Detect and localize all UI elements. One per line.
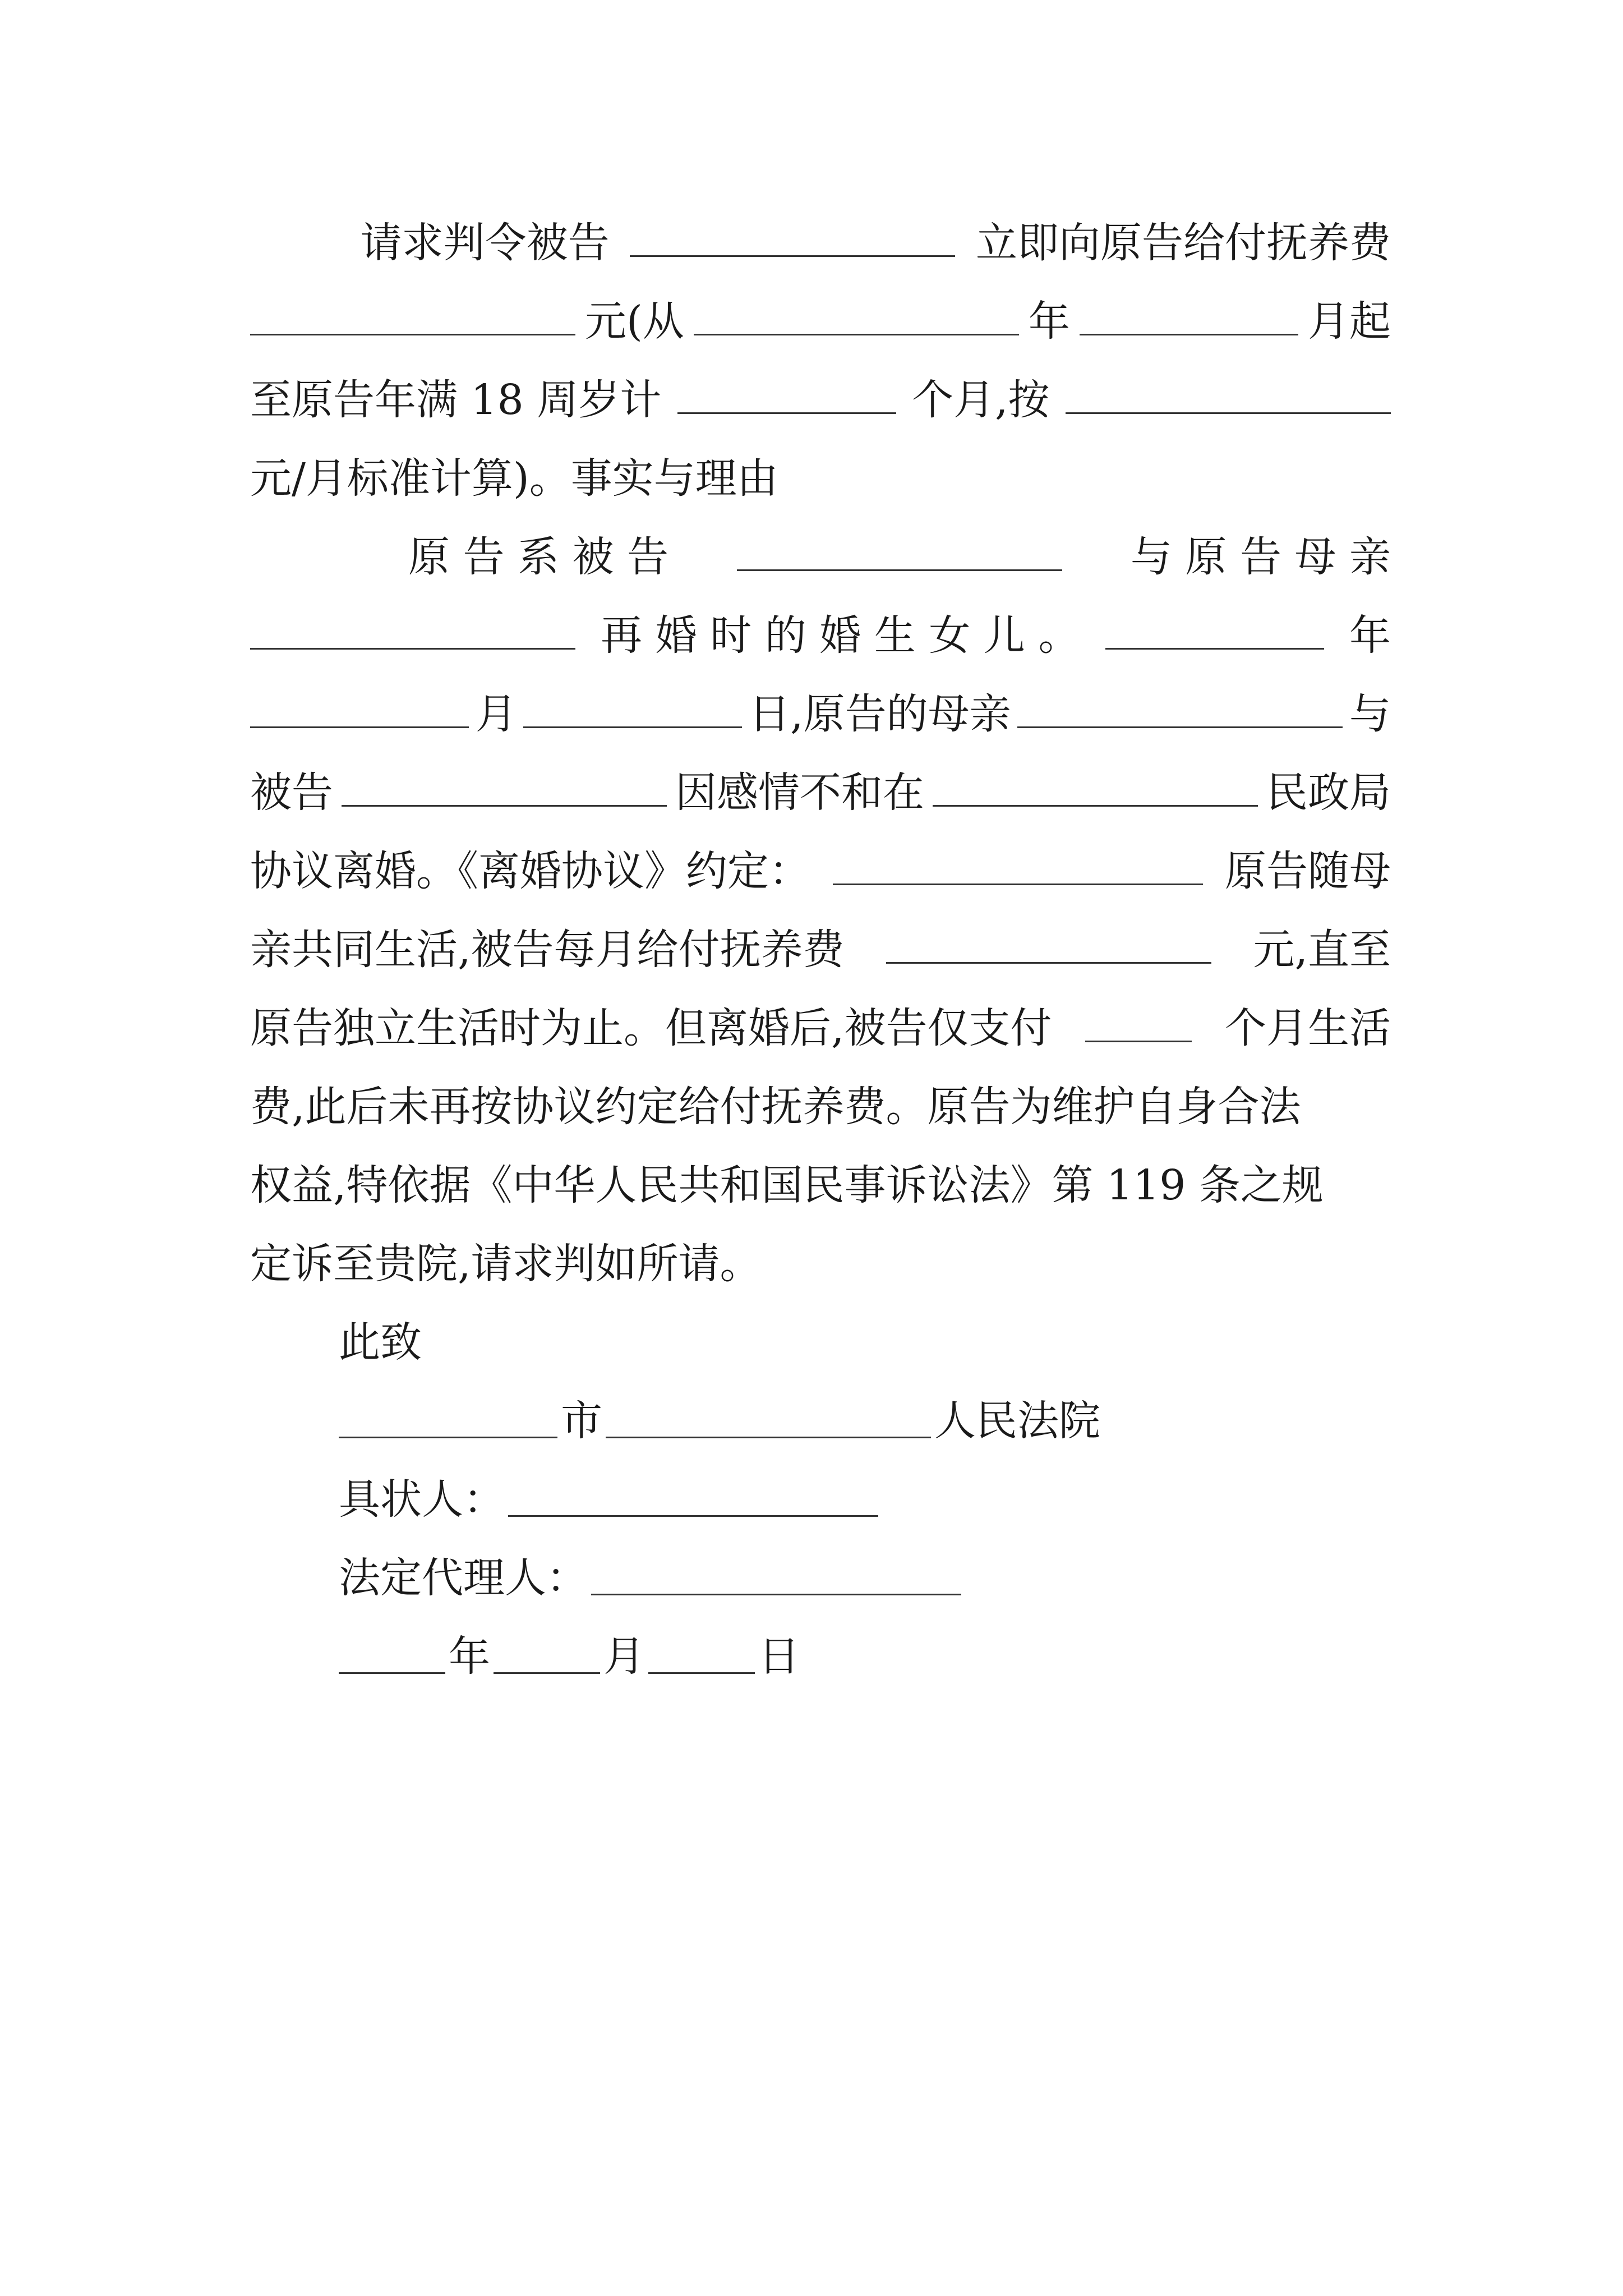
text-segment: 至原告年满 18 周岁计 [250,376,662,424]
text-segment: 元/月标准计算)。事实与理由 [250,454,778,503]
paragraph-facts-line-1 [250,526,1391,588]
text-segment: 人民法院 [934,1397,1100,1445]
text-segment: 原告独立生活时为止。但离婚后,被告仅支付 [250,1004,1052,1052]
blank-start-month[interactable] [1080,299,1298,335]
blank-defendant-name-3[interactable] [342,770,667,807]
blank-mother-name-2[interactable] [1017,692,1343,728]
paragraph-facts-line-9 [250,1154,1391,1216]
date-line [339,1626,800,1687]
blank-defendant-name-2[interactable] [737,535,1062,571]
text-segment: 年 [449,1632,490,1681]
paragraph-claim-line-3 [250,369,1391,431]
blank-court-name[interactable] [606,1402,931,1438]
paragraph-facts-line-8 [250,1076,1391,1138]
paragraph-claim-line-4 [250,448,1391,509]
text-segment: 月 [603,1632,645,1681]
text-segment: 民政局 [1266,769,1391,817]
blank-start-year[interactable] [694,299,1019,335]
text-segment: 请求判令被告 [360,219,610,267]
paragraph-facts-line-2 [250,605,1391,666]
blank-month-count[interactable] [677,378,896,414]
text-segment: 年 [1028,297,1070,346]
blank-divorce-month[interactable] [250,692,469,728]
text-segment: 权益,特依据《中华人民共和国民事诉讼法》第 119 条之规 [250,1161,1324,1209]
blank-plaintiff-signature[interactable] [508,1480,878,1517]
blank-city[interactable] [339,1402,557,1438]
text-segment: 具状人： [339,1475,505,1524]
text-segment: 个月,按 [912,376,1050,424]
text-segment: 年 [1349,611,1391,660]
text-segment: 再 婚 时 的 婚 生 女 儿 。 [601,611,1080,660]
agent-signature-line [339,1547,965,1609]
blank-civil-affairs-bureau[interactable] [933,770,1258,807]
text-segment: 因感情不和在 [675,769,924,817]
paragraph-facts-line-4 [250,762,1391,823]
paragraph-facts-line-10 [250,1233,1391,1295]
blank-sign-year[interactable] [339,1637,445,1674]
text-segment: 日 [758,1632,800,1681]
blank-divorce-year[interactable] [1105,613,1324,650]
text-segment: 法定代理人： [339,1554,588,1602]
paragraph-claim-line-1 [250,212,1391,274]
closing-salutation [339,1312,422,1373]
text-segment: 协议离婚。《离婚协议》约定： [250,847,810,895]
text-segment: 此致 [339,1318,422,1366]
text-segment: 月 [475,690,517,738]
text-segment: 费,此后未再按协议约定给付抚养费。原告为维护自身合法 [250,1083,1301,1131]
text-segment: 亲共同生活,被告每月给付抚养费 [250,926,845,974]
paragraph-facts-line-6 [250,919,1391,981]
blank-mother-name[interactable] [250,613,575,650]
blank-monthly-support-amount[interactable] [886,927,1211,964]
text-segment: 日,原告的母亲 [749,690,1011,738]
text-segment: 原告随母 [1225,847,1391,895]
court-line [339,1390,1100,1452]
text-segment: 定诉至贵院,请求判如所请。 [250,1240,762,1288]
blank-months-paid[interactable] [1085,1006,1192,1042]
blank-agent-signature[interactable] [591,1559,961,1595]
blank-monthly-standard[interactable] [1066,378,1391,414]
paragraph-facts-line-3 [250,683,1391,745]
text-segment: 与 [1349,690,1391,738]
plaintiff-signature-line [339,1469,882,1530]
paragraph-facts-line-7 [250,997,1391,1059]
text-segment: 原 告 系 被 告 [408,533,669,581]
text-segment: 立即向原告给付抚养费 [975,219,1391,267]
blank-amount[interactable] [250,299,575,335]
text-segment: 与 原 告 母 亲 [1130,533,1391,581]
paragraph-facts-line-5 [250,840,1391,902]
text-segment: 被告 [250,769,333,817]
text-segment: 月起 [1307,297,1391,346]
paragraph-claim-line-2 [250,291,1391,352]
text-segment: 市 [561,1397,602,1445]
blank-agreement-terms[interactable] [833,849,1203,885]
text-segment: 个月生活 [1225,1004,1391,1052]
text-segment: 元(从 [585,297,684,346]
blank-sign-month[interactable] [494,1637,600,1674]
text-segment: 元,直至 [1253,926,1391,974]
blank-defendant-name[interactable] [630,220,955,257]
blank-divorce-day[interactable] [523,692,742,728]
blank-sign-day[interactable] [648,1637,755,1674]
